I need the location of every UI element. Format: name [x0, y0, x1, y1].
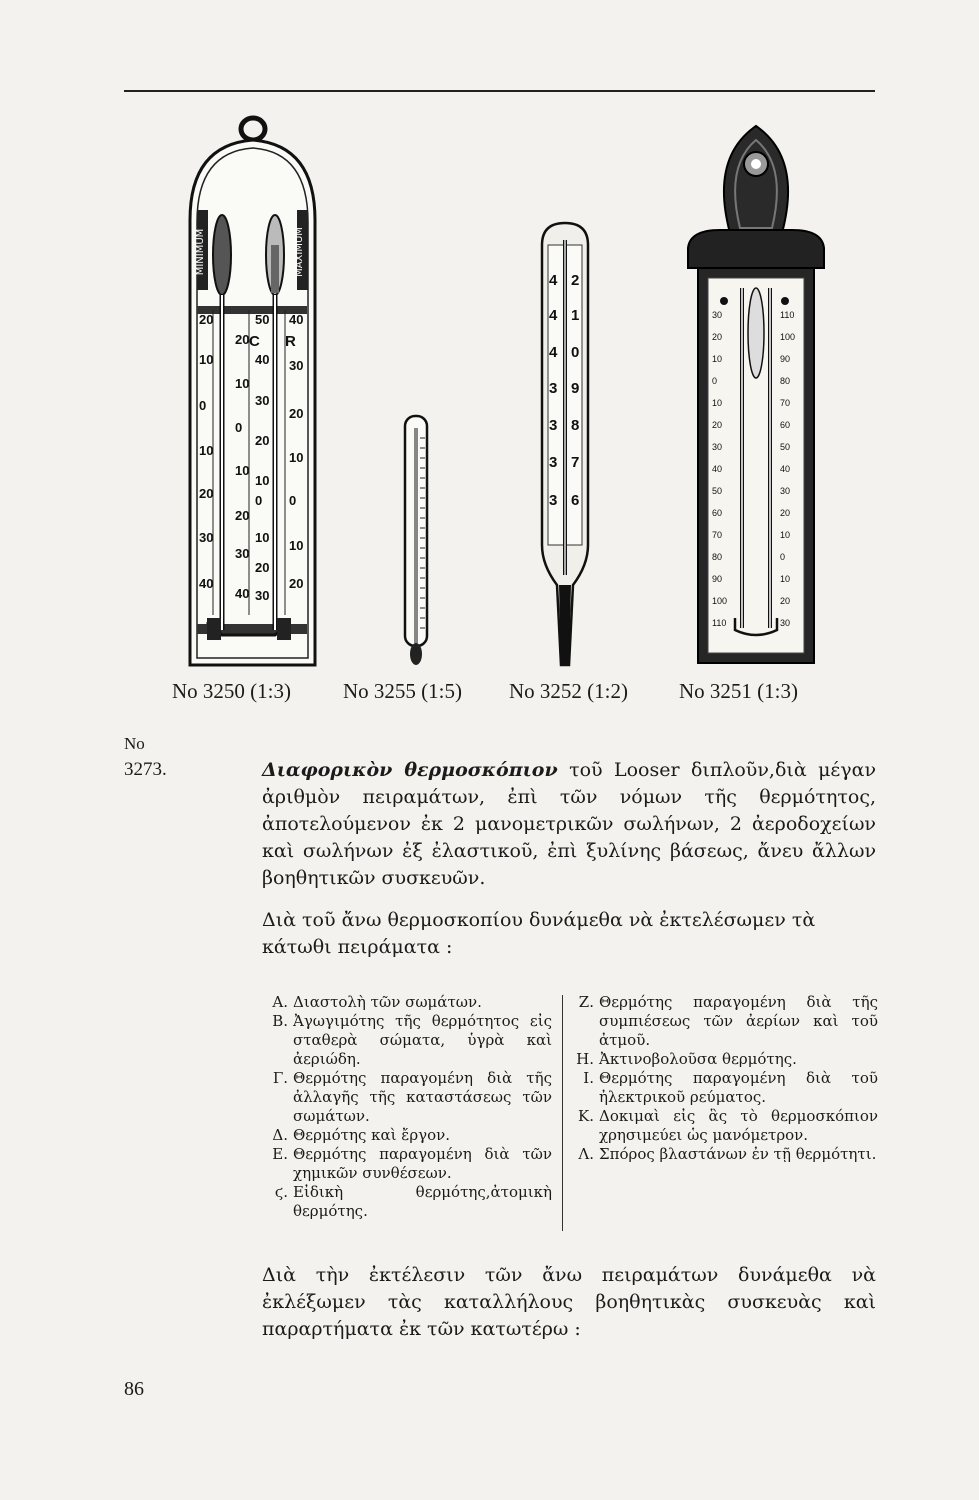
minimum-label: MINIMUM	[195, 228, 206, 276]
scale-3252-left-4: 3	[549, 417, 558, 434]
list-item	[568, 1107, 878, 1145]
scale-3251-left-4: 10	[712, 398, 723, 408]
scale-3250-c-5: 30	[235, 546, 250, 561]
scale-3251-right-11: 0	[780, 552, 786, 562]
scale-3250-left-5: 30	[199, 530, 214, 545]
scale-3252-left-1: 4	[549, 307, 558, 324]
scale-3250-right-5: 10	[289, 538, 304, 553]
scale-3250-r-letter: R	[285, 333, 296, 350]
scale-3250-left-0: 20	[199, 312, 214, 327]
scale-3250-left-2: 0	[199, 398, 207, 413]
column-divider	[562, 995, 563, 1231]
item-intro: Διὰ τοῦ ἄνω θερμοσκοπίου δυνάμεθα νὰ ἐκτελέσωμεν τὰ κάτωθι πειράματα :	[262, 909, 816, 958]
scale-3250-r-8: 30	[255, 588, 270, 603]
scale-3252-right-1: 1	[571, 307, 580, 324]
scale-3251-right-13: 20	[780, 596, 791, 606]
scale-3251-right-5: 60	[780, 420, 791, 430]
experiment-letter: Ε.	[272, 1145, 288, 1163]
scale-3251-left-11: 80	[712, 552, 723, 562]
scale-3251-left-13: 100	[712, 596, 728, 606]
item-description	[262, 757, 876, 892]
scale-3251-right-9: 20	[780, 508, 791, 518]
scale-3251-right-0: 110	[780, 310, 795, 320]
scale-3251-right-12: 10	[780, 574, 791, 584]
scale-3252-left-3: 3	[549, 380, 558, 397]
scale-3251-left-7: 40	[712, 464, 723, 474]
scale-3252-right-0: 2	[571, 272, 580, 289]
scale-3251-right-8: 30	[780, 486, 791, 496]
list-item	[262, 993, 552, 1012]
caption-3251: No 3251 (1:3)	[679, 679, 798, 703]
experiment-text: Διαστολὴ τῶν σωμάτων.	[293, 993, 482, 1011]
scale-3250-right-1: 30	[289, 358, 304, 373]
list-item	[262, 1145, 552, 1183]
maximum-label: MAXIMUM	[294, 227, 305, 277]
scale-3251-left-3: 0	[712, 376, 718, 386]
experiment-letter: Η.	[576, 1050, 594, 1068]
scale-3251-left-1: 20	[712, 332, 723, 342]
scale-3250-c-4: 20	[235, 508, 250, 523]
item-no-label: No	[124, 734, 145, 753]
scale-3250-c-6: 40	[235, 586, 250, 601]
experiment-letter: Γ.	[272, 1069, 288, 1087]
scale-3251-left-10: 70	[712, 530, 723, 540]
scale-3251-right-2: 90	[780, 354, 791, 364]
scale-3250-right-6: 20	[289, 576, 304, 591]
thermometer-3255-figure	[398, 408, 434, 668]
experiment-letter: Κ.	[578, 1107, 594, 1125]
experiment-letter: Λ.	[578, 1145, 594, 1163]
list-item	[568, 1145, 878, 1164]
scale-3251-right-7: 40	[780, 464, 791, 474]
list-item	[568, 993, 878, 1050]
thermometer-3250-figure	[185, 110, 320, 670]
scale-3251-left-0: 30	[712, 310, 723, 320]
scale-3250-r-3: 20	[255, 433, 270, 448]
experiment-letter: Ζ.	[578, 993, 594, 1011]
list-item	[262, 1183, 552, 1221]
scale-3250-r-6: 10	[255, 530, 270, 545]
scale-3250-right-4: 0	[289, 493, 297, 508]
list-item	[262, 1126, 552, 1145]
experiment-text: Ἀκτινοβολοῦσα θερμότης.	[599, 1050, 797, 1068]
item-body: τοῦ Looser διπλοῦν,διὰ μέγαν ἀριθμὸν πειραμάτων, ἐπὶ τῶν νόμων τῆς θερμότητος, ἀποτελούμενον ἐκ 2 μανομετρικῶν σωλήνων, 2 ἀεροδοχείων καὶ σωλήνων ἐξ ἐλαστικοῦ, ἐπὶ ξυλίνης βάσεως, ἄνευ ἄλλων βοηθητικῶν συσκευῶν.	[262, 759, 876, 889]
scale-3250-right-3: 10	[289, 450, 304, 465]
experiment-text: Εἰδικὴ θερμότης,ἀτομικὴ θερμότης.	[293, 1183, 552, 1220]
scale-3251-left-6: 30	[712, 442, 723, 452]
scale-3251-left-14: 110	[712, 618, 727, 628]
item-title: Διαφορικὸν θερμοσκόπιον	[262, 759, 558, 781]
scale-3252-right-4: 8	[571, 417, 580, 434]
list-item	[568, 1050, 878, 1069]
scale-3250-c-3: 10	[235, 463, 250, 478]
caption-3250: No 3250 (1:3)	[172, 679, 291, 703]
scale-3250-left-4: 20	[199, 486, 214, 501]
scale-3251-left-5: 20	[712, 420, 723, 430]
experiment-letter: Β.	[272, 1012, 288, 1030]
caption-3252: No 3252 (1:2)	[509, 679, 628, 703]
scale-3251-left-2: 10	[712, 354, 723, 364]
scale-3250-left-6: 40	[199, 576, 214, 591]
experiment-text: Σπόρος βλαστάνων ἐν τῇ θερμότητι.	[599, 1145, 877, 1163]
list-item	[262, 1012, 552, 1069]
scale-3250-r-2: 30	[255, 393, 270, 408]
scale-3251-right-3: 80	[780, 376, 791, 386]
page-number: 86	[124, 1378, 144, 1400]
scale-3252-right-2: 0	[571, 344, 580, 361]
scale-3250-r-7: 20	[255, 560, 270, 575]
experiment-letter: ϛ.	[274, 1183, 288, 1201]
closing-paragraph: Διὰ τὴν ἐκτέλεσιν τῶν ἄνω πειραμάτων δυνάμεθα νὰ ἐκλέξωμεν τὰς καταλλήλους βοηθητικὰς συσκευὰς καὶ παραρτήματα ἐκ τῶν κατωτέρω :	[262, 1264, 876, 1340]
scale-3251-left-9: 60	[712, 508, 723, 518]
experiment-text: Θερμότης παραγομένη διὰ τῆς συμπιέσεως τῶν ἀερίων καὶ τοῦ ἀτμοῦ.	[599, 993, 878, 1049]
caption-3255: No 3255 (1:5)	[343, 679, 462, 703]
scale-3250-c-0: 20	[235, 332, 250, 347]
scale-3250-right-2: 20	[289, 406, 304, 421]
scale-3251-left-12: 90	[712, 574, 723, 584]
scale-3250-c-letter: C	[249, 333, 260, 350]
experiment-text: Θερμότης παραγομένη διὰ τοῦ ἠλεκτρικοῦ ρεύματος.	[599, 1069, 878, 1106]
scale-3250-r-1: 40	[255, 352, 270, 367]
scale-3250-c-2: 0	[235, 420, 243, 435]
scale-3250-left-3: 10	[199, 443, 214, 458]
list-item	[568, 1069, 878, 1107]
scale-3251-right-14: 30	[780, 618, 791, 628]
scale-3252-left-5: 3	[549, 454, 558, 471]
scale-3252-right-3: 9	[571, 380, 580, 397]
scale-3252-left-6: 3	[549, 492, 558, 509]
experiment-text: Θερμότης παραγομένη διὰ τῆς ἀλλαγῆς τῆς καταστάσεως τῶν σωμάτων.	[293, 1069, 552, 1125]
scale-3252-right-5: 7	[571, 454, 580, 471]
scale-3251-right-4: 70	[780, 398, 791, 408]
scale-3252-left-0: 4	[549, 272, 558, 289]
scale-3251-right-1: 100	[780, 332, 796, 342]
experiment-text: Ἀγωγιμότης τῆς θερμότητος εἰς σταθερὰ σώματα, ὑγρὰ καὶ ἀεριώδη.	[293, 1012, 552, 1068]
scale-3250-r-5: 0	[255, 493, 263, 508]
scale-3250-r-0: 50	[255, 312, 270, 327]
thermometer-3251-figure	[680, 118, 832, 668]
scale-3250-right-0: 40	[289, 312, 304, 327]
experiments-right-list	[568, 993, 878, 1164]
scale-3250-c-1: 10	[235, 376, 250, 391]
scale-3251-right-6: 50	[780, 442, 791, 452]
experiments-left-list	[262, 993, 552, 1221]
scale-3252-right-6: 6	[571, 492, 580, 509]
experiment-letter: Α.	[272, 993, 288, 1011]
scale-3251-right-10: 10	[780, 530, 791, 540]
experiment-text: Θερμότης καὶ ἔργον.	[293, 1126, 451, 1144]
scale-3250-r-4: 10	[255, 473, 270, 488]
top-rule	[124, 90, 875, 92]
experiment-letter: Ι.	[583, 1069, 594, 1087]
scale-3251-left-8: 50	[712, 486, 723, 496]
scale-3250-left-1: 10	[199, 352, 214, 367]
experiment-text: Θερμότης παραγομένη διὰ τῶν χημικῶν συνθέσεων.	[293, 1145, 552, 1182]
list-item	[262, 1069, 552, 1126]
experiment-text: Δοκιμαὶ εἰς ἃς τὸ θερμοσκόπιον χρησιμεύει ὡς μανόμετρον.	[599, 1107, 878, 1144]
scale-3252-left-2: 4	[549, 344, 558, 361]
experiment-letter: Δ.	[272, 1126, 288, 1144]
item-number: 3273.	[124, 759, 167, 780]
thermometer-3252-figure	[535, 215, 595, 670]
